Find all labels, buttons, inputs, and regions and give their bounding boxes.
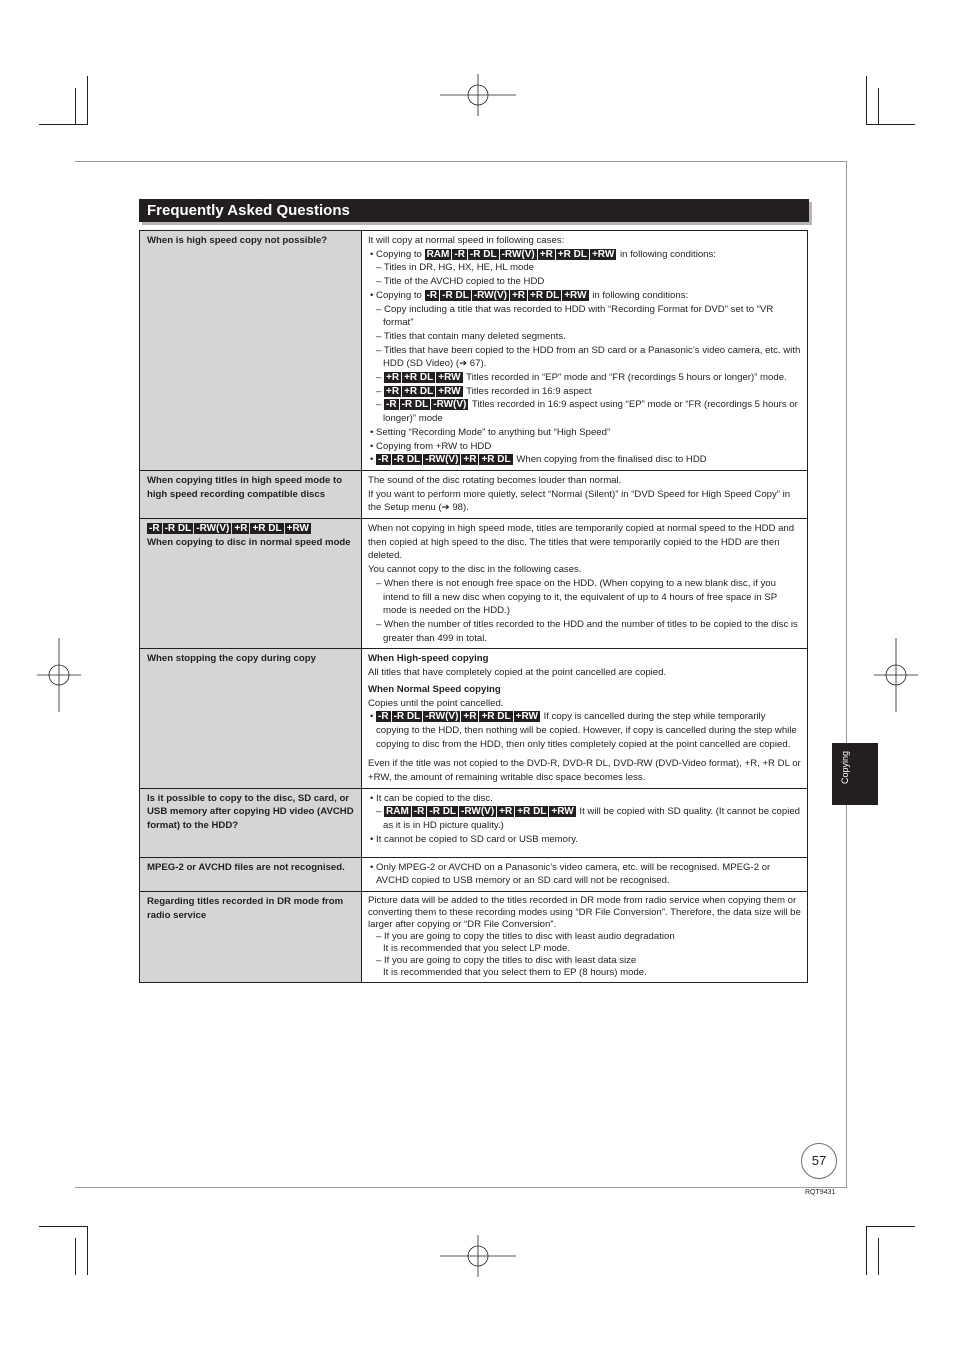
disc-tag: -R DL — [393, 711, 421, 723]
disc-tag: -R DL — [401, 399, 429, 411]
faq-answer: When High-speed copying All titles that have completely copied at the point cancelled are copied. When Normal Speed copying Copies until the point cancelled. • -R -R DL -RW(V) +R +R DL +RW If copy is cancelled during the step while temporarily copying to the HDD, then nothing will be copied. However, if copy is cancelled during the step while copying to disc from the HDD, then only titles completely copied at the point cancelled are copied. Even if the title was not copied to the DVD-R, DVD-R DL, DVD-RW (DVD-Video format), +R, +R DL or +RW, the amount of remaining writable disc space becomes less. — [362, 649, 808, 788]
dash-item: – -R -R DL -RW(V) Titles recorded in 16:9 aspect using “EP” mode or “FR (recordings 5 hours or longer)” mode — [376, 399, 798, 425]
crop-mark — [75, 1238, 76, 1275]
disc-tag: -R — [386, 399, 397, 411]
faq-answer: Picture data will be added to the titles recorded in DR mode from radio service when copying them or converting them to these recording modes using “DR File Conversion”. Therefore, the data size will be larger after copying or “DR File Conversion”. – If you are going to copy the titles to disc with least audio degradation It is recommended that you select LP mode. – If you are going to copy the titles to disc with least data size It is recommended that you select them to EP (8 hours) mode. — [362, 892, 808, 983]
disc-tag: +R DL — [404, 385, 434, 397]
disc-tag: -RW(V) — [473, 289, 507, 301]
bullet-item: • It cannot be copied to SD card or USB memory. — [370, 833, 578, 845]
disc-tag: RAM — [426, 248, 450, 260]
bullet-item: • Copying to -R -R DL -RW(V) +R +R DL +RW in following conditions: — [370, 289, 689, 301]
disc-tag: RAM — [386, 806, 409, 818]
disc-tag: -R DL — [469, 248, 497, 260]
disc-tag: +R DL — [481, 711, 511, 723]
disc-tag: +R DL — [404, 372, 434, 384]
disc-tag: +RW — [286, 523, 309, 535]
disc-tag: -RW(V) — [461, 806, 495, 818]
disc-tag: +R — [511, 289, 526, 301]
faq-row — [140, 470, 808, 518]
disc-tag: -R — [149, 523, 160, 535]
arrow-icon: ➔ — [459, 358, 468, 370]
faq-answer: The sound of the disc rotating becomes louder than normal. If you want to perform more quietly, select “Normal (Silent)” in “DVD Speed for High Speed Copy” in the Setup menu (➔ 98). — [362, 470, 808, 518]
registration-mark-icon — [37, 638, 81, 712]
faq-answer: When not copying in high speed mode, titles are temporarily copied at normal speed to the HDD and then copied at high speed to the disc. The titles that were temporarily copied to the HDD are then deleted. You cannot copy to the disc in the following cases. – When there is not enough free space on the HDD. (When copying to a new blank disc, if you intend to fill a new disc when copying to it, the equivalent of up to 4 hours of free space in SP mode is needed on the HDD.) – When the number of titles recorded to the HDD and the number of titles to be copied to the disc is greater than 499 in total. — [362, 519, 808, 649]
disc-tag: +R — [463, 711, 477, 723]
dash-item: – If you are going to copy the titles to disc with least audio degradation — [376, 931, 675, 943]
disc-tag: -R DL — [393, 454, 421, 466]
disc-tag: +R — [386, 372, 400, 384]
disc-tag: -RW(V) — [425, 711, 459, 723]
disc-tag: +R DL — [517, 806, 547, 818]
crop-mark — [866, 124, 915, 125]
disc-tag: +RW — [591, 248, 615, 260]
page-frame-top — [75, 161, 847, 162]
dash-item: – When the number of titles recorded to the HDD and the number of titles to be copied to the disc is greater than 499 in total. — [376, 618, 798, 644]
disc-tag: +RW — [564, 289, 587, 301]
disc-tag: -R — [378, 711, 389, 723]
faq-question: When is high speed copy not possible? — [140, 231, 362, 471]
disc-tag: -RW(V) — [425, 454, 459, 466]
crop-mark — [866, 1226, 915, 1227]
disc-tag: -RW(V) — [501, 248, 535, 260]
bullet-item: • -R -R DL -RW(V) +R +R DL +RW If copy is cancelled during the step while temporarily copying to the HDD, then nothing will be copied. However, if copy is cancelled during the step while copying to disc from the HDD, then only titles completely copied at the point cancelled are copied. — [370, 711, 797, 750]
faq-row — [140, 857, 808, 891]
bullet-item: • -R -R DL -RW(V) +R +R DL When copying from the finalised disc to HDD — [370, 454, 707, 466]
crop-mark — [878, 88, 879, 125]
dash-item: – If you are going to copy the titles to disc with least data size — [376, 955, 637, 967]
dash-item: – Title of the AVCHD copied to the HDD — [376, 276, 545, 288]
disc-tag: -RW(V) — [196, 523, 230, 535]
dash-item: – Titles that have been copied to the HDD from an SD card or a Panasonic’s video camera, etc. with HDD (SD Video) (➔ 67). — [376, 344, 801, 370]
crop-mark — [39, 124, 88, 125]
faq-question: When stopping the copy during copy — [140, 649, 362, 788]
faq-question: MPEG-2 or AVCHD files are not recognised. — [140, 857, 362, 891]
arrow-icon: ➔ — [441, 502, 450, 514]
faq-answer — [362, 857, 808, 891]
disc-tag: +R — [386, 385, 400, 397]
disc-tag: -RW(V) — [433, 399, 467, 411]
faq-question: When copying titles in high speed mode to high speed recording compatible discs — [140, 470, 362, 518]
registration-mark-icon — [440, 1235, 516, 1277]
faq-answer: It will copy at normal speed in following cases: • Copying to RAM -R -R DL -RW(V) +R +R DL +RW in following conditions: – Titles in DR, HG, HX, HE, HL mode – Title of the AVCHD copied to the HDD • Copying to -R -R DL -RW(V) +R +R DL +RW in following conditions: – Copy including a title that was recorded to HDD with “Recording Format for DVD” set to “VR format” – Titles that contain many deleted segments. – Titles that have been copied to the HDD from an SD card or a Panasonic’s video camera, etc. with HDD (SD Video) (➔ 67). – +R +R DL +RW Titles recorded in “EP” mode and “FR (recordings 5 hours or longer)” mode. – +R +R DL +RW Titles recorded in 16:9 aspect – -R -R DL -RW(V) Titles recorded in 16:9 aspect using “EP” mode or “FR (recordings 5 hours or longer)” mode • Setting “Recording Mode” to anything but “High Speed” • Copying from +RW to HDD • -R -R DL -RW(V) +R +R DL When copying from the finalised disc to HDD — [362, 231, 808, 471]
faq-row — [140, 519, 808, 649]
disc-tag: -R — [413, 806, 425, 818]
dash-item: – Titles in DR, HG, HX, HE, HL mode — [376, 262, 534, 274]
disc-tag: +RW — [438, 372, 461, 384]
disc-tag: +R DL — [530, 289, 560, 301]
disc-tag: +R DL — [557, 248, 587, 260]
crop-mark — [39, 1226, 88, 1227]
bullet-item: • It can be copied to the disc. — [370, 792, 493, 804]
document-code: RQT9431 — [805, 1189, 836, 1196]
faq-row — [140, 788, 808, 857]
faq-question: -R -R DL -RW(V) +R +R DL +RW When copying to disc in normal speed mode — [140, 519, 362, 649]
disc-tag: -R DL — [429, 806, 457, 818]
dash-item: – +R +R DL +RW Titles recorded in “EP” mode and “FR (recordings 5 hours or longer)” mode. — [376, 372, 787, 384]
disc-tag: +RW — [438, 385, 461, 397]
faq-answer — [362, 788, 808, 857]
faq-table — [139, 230, 808, 983]
dash-item: – Copy including a title that was recorded to HDD with “Recording Format for DVD” set to “VR format” — [376, 303, 774, 329]
registration-mark-icon — [440, 74, 516, 116]
section-title-bar — [139, 199, 809, 222]
page-number: 57 — [801, 1143, 837, 1179]
dash-item: – When there is not enough free space on the HDD. (When copying to a new blank disc, if you intend to fill a new disc when copying to it, the equivalent of up to 4 hours of free space in SP mode is needed on the HDD.) — [376, 577, 777, 617]
disc-tag: +R — [539, 248, 553, 260]
disc-tag: +R — [499, 806, 513, 818]
dash-item: – Titles that contain many deleted segments. — [376, 330, 566, 342]
crop-mark — [866, 76, 867, 125]
disc-tag: +RW — [515, 711, 538, 723]
faq-row — [140, 892, 808, 983]
disc-tag: +RW — [551, 806, 574, 818]
page-frame-bottom — [75, 1187, 847, 1188]
disc-tag: +R — [234, 523, 248, 535]
crop-mark — [87, 1226, 88, 1275]
section-side-tab — [832, 743, 878, 805]
faq-row — [140, 649, 808, 788]
crop-mark — [75, 88, 76, 125]
disc-tag: +R — [463, 454, 477, 466]
dash-item: – +R +R DL +RW Titles recorded in 16:9 aspect — [376, 385, 592, 397]
disc-tag: -R — [454, 248, 465, 260]
dash-item: – RAM -R -R DL -RW(V) +R +R DL +RW It will be copied with SD quality. (It cannot be copied as it is in HD picture quality.) — [376, 806, 801, 832]
disc-tag: +R DL — [481, 454, 511, 466]
bullet-item: • Copying to RAM -R -R DL -RW(V) +R +R DL +RW in following conditions: — [370, 248, 716, 260]
crop-mark — [866, 1226, 867, 1275]
faq-row — [140, 231, 808, 471]
faq-question: Is it possible to copy to the disc, SD card, or USB memory after copying HD video (AVCHD format) to the HDD? — [140, 788, 362, 857]
bullet-item: • Only MPEG-2 or AVCHD on a Panasonic’s video camera, etc. will be recognised. MPEG-2 or AVCHD copied to USB memory or an SD card will not be recognised. — [370, 861, 771, 887]
bullet-item: • Setting “Recording Mode” to anything but “High Speed” — [370, 426, 611, 438]
page-title: Frequently Asked Questions — [147, 202, 350, 219]
bullet-item: • Copying from +RW to HDD — [370, 440, 492, 452]
disc-tag: +R DL — [252, 523, 282, 535]
crop-mark — [87, 76, 88, 125]
registration-mark-icon — [874, 638, 918, 712]
disc-tag: -R — [378, 454, 389, 466]
side-tab-label: Copying — [840, 751, 850, 785]
page-frame-right — [846, 161, 847, 1188]
disc-tag: -R — [426, 289, 438, 301]
disc-tag: -R DL — [442, 289, 469, 301]
faq-question: Regarding titles recorded in DR mode from radio service — [140, 892, 362, 983]
disc-tag: -R DL — [164, 523, 192, 535]
crop-mark — [878, 1238, 879, 1275]
